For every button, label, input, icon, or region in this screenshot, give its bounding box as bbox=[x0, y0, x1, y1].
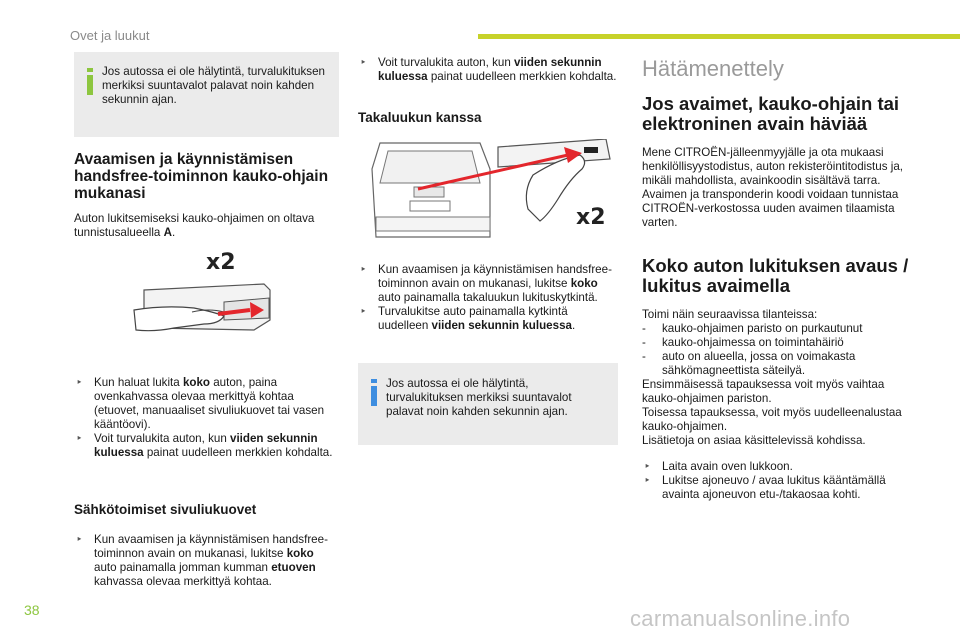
list-item: ‣ Laita avain oven lukkoon. bbox=[642, 460, 922, 474]
column-1 bbox=[74, 52, 339, 589]
tailgate-drawing bbox=[358, 139, 618, 249]
list-item: ‣ Kun avaamisen ja käynnistämisen handsfree-toiminnon avain on mukanasi, lukitse koko auto painamalla takaluukun lukituskytkintä. bbox=[358, 263, 618, 305]
paragraph: Lisätietoja on asiaa käsittelevissä kohdissa. bbox=[642, 434, 866, 447]
instruction-list bbox=[358, 56, 618, 84]
subsection-heading: Sähkötoimiset sivuliukuovet bbox=[74, 502, 257, 517]
instruction-list bbox=[74, 376, 339, 460]
section-title: Hätämenettely bbox=[642, 56, 784, 81]
paragraph: Toisessa tapauksessa, voit myös uudelleenalustaa kauko-ohjaimen. bbox=[642, 406, 902, 433]
info-note-box bbox=[358, 363, 618, 445]
paragraph: Mene CITROËN-jälleenmyyjälle ja ota mukaasi henkilöllisyystodistus, auton rekisteröintitodistus ja, mikäli mahdollista, avainkoodin sisältävä tarra. bbox=[642, 146, 903, 187]
paragraph: Toimi näin seuraavissa tilanteissa: bbox=[642, 308, 818, 321]
list-item: ‣ Voit turvalukita auton, kun viiden sekunnin kuluessa painat uudelleen merkkien kohdalta. bbox=[74, 432, 339, 460]
paragraph: Avaimen ja transponderin koodi voidaan tunnistaa CITROËN-verkostossa uuden avaimen tilaamista varten. bbox=[642, 188, 899, 229]
section-heading: Jos avaimet, kauko-ohjain tai elektroninen avain häviää bbox=[642, 93, 900, 134]
instruction-list bbox=[642, 460, 922, 502]
page-number: 38 bbox=[24, 602, 40, 618]
situation-list bbox=[642, 322, 922, 378]
column-2 bbox=[358, 52, 618, 445]
list-item: - kauko-ohjaimessa on toimintahäiriö bbox=[642, 336, 922, 350]
instruction-list bbox=[358, 263, 618, 333]
list-item: ‣ Kun haluat lukita koko auton, paina ovenkahvassa olevaa merkittyä kohtaa (etuovet, manuaaliset sivuliukuovet tai vasen kääntöovi). bbox=[74, 376, 339, 432]
tailgate-illustration bbox=[358, 139, 618, 249]
list-item: ‣ Turvalukitse auto painamalla kytkintä uudelleen viiden sekunnin kuluessa. bbox=[358, 305, 618, 333]
section-heading: Avaamisen ja käynnistämisen handsfree-toiminnon kauko-ohjain mukanasi bbox=[74, 151, 329, 202]
column-3 bbox=[642, 52, 922, 502]
list-item: ‣ Lukitse ajoneuvo / avaa lukitus kääntämällä avainta ajoneuvon etu-/takaosaa kohti. bbox=[642, 474, 922, 502]
info-note-box bbox=[74, 52, 339, 137]
info-note-text: Jos autossa ei ole hälytintä, turvalukituksen merkiksi suuntavalot palavat noin kahden sekunnin ajan. bbox=[386, 377, 572, 418]
list-item: - kauko-ohjaimen paristo on purkautunut bbox=[642, 322, 922, 336]
header-accent-bar bbox=[478, 34, 960, 39]
door-handle-illustration bbox=[74, 250, 339, 360]
press-twice-label: x2 bbox=[206, 250, 236, 275]
info-note-text: Jos autossa ei ole hälytintä, turvalukituksen merkiksi suuntavalot palavat noin kahden sekunnin ajan. bbox=[102, 65, 325, 106]
instruction-list bbox=[74, 533, 339, 589]
subsection-heading: Takaluukun kanssa bbox=[358, 110, 482, 125]
info-icon bbox=[368, 379, 380, 407]
section-header: Ovet ja luukut bbox=[70, 28, 150, 43]
press-twice-label: x2 bbox=[576, 205, 606, 230]
intro-paragraph: Auton lukitsemiseksi kauko-ohjaimen on oltava tunnistusalueella A. bbox=[74, 212, 315, 239]
list-item: ‣ Voit turvalukita auton, kun viiden sekunnin kuluessa painat uudelleen merkkien kohdalta. bbox=[358, 56, 618, 84]
list-item: ‣ Kun avaamisen ja käynnistämisen handsfree-toiminnon avain on mukanasi, lukitse koko auto painamalla jomman kumman etuoven kahvassa olevaa merkittyä kohtaa. bbox=[74, 533, 339, 589]
info-icon bbox=[84, 68, 96, 96]
section-heading: Koko auton lukituksen avaus / lukitus avaimella bbox=[642, 255, 909, 296]
watermark: carmanualsonline.info bbox=[630, 606, 851, 631]
list-item: - auto on alueella, jossa on voimakasta sähkömagneettista säteilyä. bbox=[642, 350, 922, 378]
paragraph: Ensimmäisessä tapauksessa voit myös vaihtaa kauko-ohjaimen pariston. bbox=[642, 378, 885, 405]
